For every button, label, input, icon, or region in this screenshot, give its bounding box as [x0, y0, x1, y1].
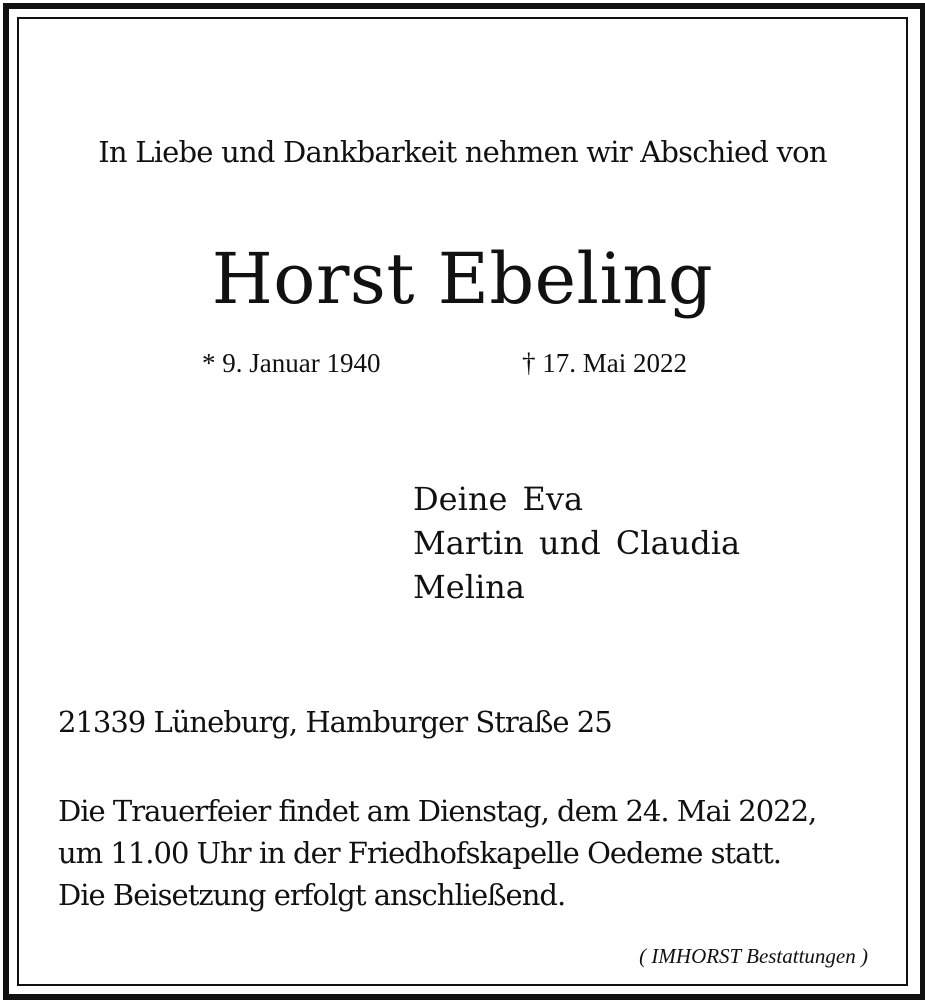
birth-date: * 9. Januar 1940	[202, 348, 381, 378]
mourner-line: Melina	[413, 568, 525, 606]
address: 21339 Lüneburg, Hamburger Straße 25	[58, 705, 612, 739]
death-date: † 17. Mai 2022	[522, 348, 687, 378]
details-line: um 11.00 Uhr in der Friedhofskapelle Oedeme statt.	[58, 836, 781, 870]
undertaker-credit: ( IMHORST Bestattungen )	[639, 944, 868, 968]
details-line: Die Trauerfeier findet am Dienstag, dem 24. Mai 2022,	[58, 794, 817, 828]
funeral-details	[58, 790, 816, 916]
details-line: Die Beisetzung erfolgt anschließend.	[58, 878, 566, 912]
mourner-line: Deine Eva	[413, 480, 584, 518]
mourner-line: Martin und Claudia	[413, 524, 741, 562]
deceased-name: Horst Ebeling	[211, 238, 714, 320]
mourners-list	[413, 477, 740, 609]
intro-text: In Liebe und Dankbarkeit nehmen wir Abschied von	[98, 135, 827, 169]
